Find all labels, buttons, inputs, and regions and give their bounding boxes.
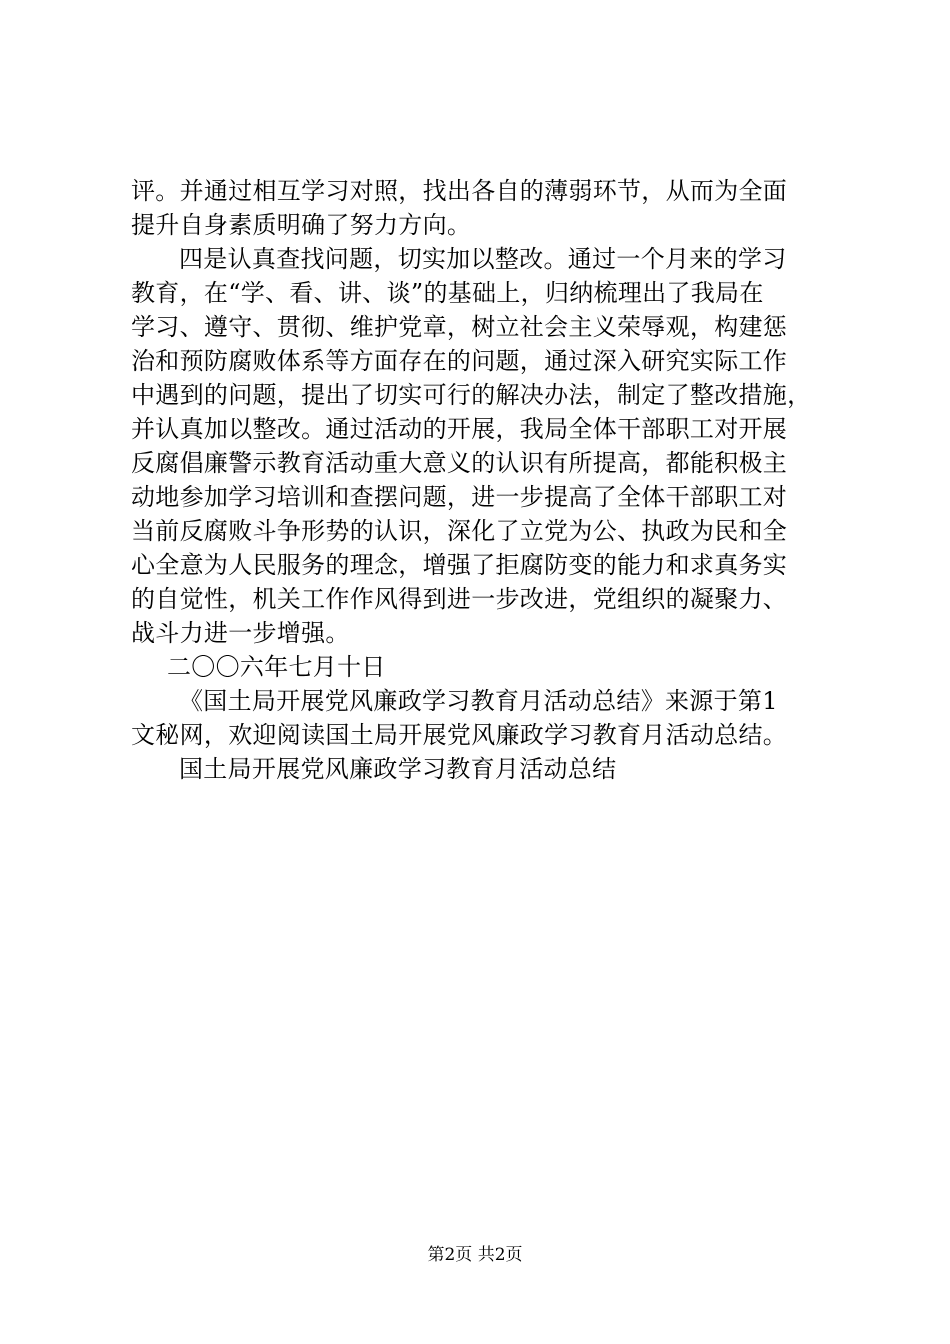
paragraph-line: 反腐倡廉警示教育活动重大意义的认识有所提高，都能积极主 xyxy=(131,449,788,477)
paragraph-line: 心全意为人民服务的理念，增强了拒腐防变的能力和求真务实 xyxy=(131,551,788,579)
paragraph-line: 教育，在“学、看、讲、谈”的基础上，归纳梳理出了我局在 xyxy=(131,279,764,307)
source-note-line: 文秘网，欢迎阅读国土局开展党风廉政学习教育月活动总结。 xyxy=(131,721,788,749)
document-date: 二〇〇六年七月十日 xyxy=(167,653,386,681)
paragraph-line: 战斗力进一步增强。 xyxy=(131,619,350,647)
paragraph-line: 中遇到的问题，提出了切实可行的解决办法，制定了整改措施， xyxy=(131,381,812,409)
paragraph-line: 动地参加学习培训和查摆问题，进一步提高了全体干部职工对 xyxy=(131,483,788,511)
source-note-line: 《国土局开展党风廉政学习教育月活动总结》来源于第1 xyxy=(179,687,778,715)
paragraph-line: 的自觉性，机关工作作风得到进一步改进，党组织的凝聚力、 xyxy=(131,585,788,613)
document-title-repeat: 国土局开展党风廉政学习教育月活动总结 xyxy=(179,755,617,783)
paragraph-line: 当前反腐败斗争形势的认识，深化了立党为公、执政为民和全 xyxy=(131,517,788,545)
page-number-footer: 第2页 共2页 xyxy=(427,1245,523,1265)
paragraph-line: 并认真加以整改。通过活动的开展，我局全体干部职工对开展 xyxy=(131,415,788,443)
paragraph-line: 学习、遵守、贯彻、维护党章，树立社会主义荣辱观，构建惩 xyxy=(131,313,788,341)
paragraph-line: 提升自身素质明确了努力方向。 xyxy=(131,211,472,239)
paragraph-line: 四是认真查找问题，切实加以整改。通过一个月来的学习 xyxy=(179,245,787,273)
paragraph-line: 治和预防腐败体系等方面存在的问题，通过深入研究实际工作 xyxy=(131,347,788,375)
document-body xyxy=(131,174,831,786)
paragraph-line: 评。并通过相互学习对照，找出各自的薄弱环节，从而为全面 xyxy=(131,177,788,205)
